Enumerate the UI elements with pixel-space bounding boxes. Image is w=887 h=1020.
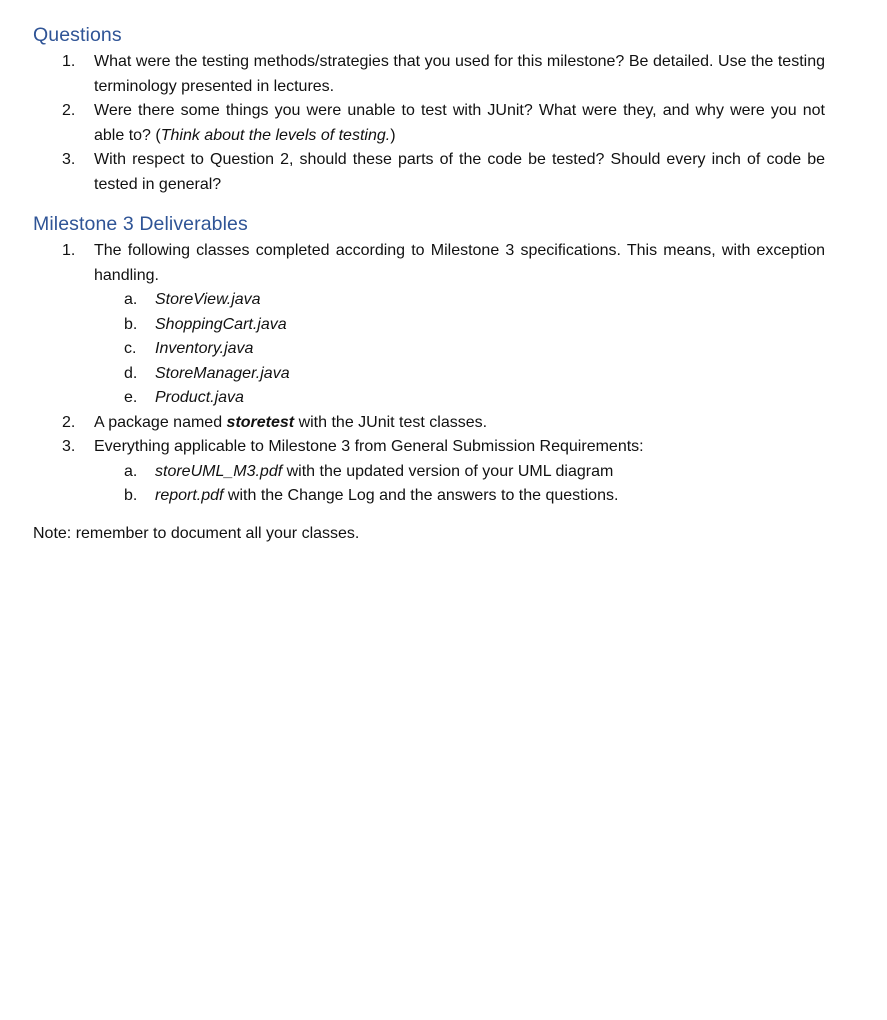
deliverable-text-part: A package named [94, 413, 227, 431]
question-number: 1. [62, 53, 76, 70]
deliverable-text: Everything applicable to Milestone 3 from General Submission Requirements: [94, 438, 644, 455]
subitem-rest: with the Change Log and the answers to the questions. [223, 487, 619, 504]
subitem-rest: with the updated version of your UML diagram [282, 462, 614, 480]
deliverable-text: The following classes completed according to Milestone 3 specifications. This means, with exception handling. [94, 242, 825, 284]
subitem-letter: a. [124, 291, 138, 308]
subitem-letter: e. [124, 389, 138, 406]
deliverable-subitem [0, 484, 887, 509]
file-name: storeUML_M3.pdf [155, 462, 283, 480]
question-number: 3. [62, 151, 76, 168]
deliverable-number: 2. [62, 413, 76, 431]
deliverable-number: 1. [62, 242, 76, 259]
subitem-letter: b. [124, 315, 138, 333]
deliverable-subitem [0, 362, 887, 387]
question-text-part: ) [390, 126, 396, 144]
deliverable-number: 3. [62, 438, 76, 455]
question-number: 2. [62, 102, 76, 119]
deliverable-subitem [0, 386, 887, 411]
subitem-text: StoreManager.java [155, 364, 290, 382]
questions-heading: Questions [33, 24, 122, 46]
question-text-italic: Think about the levels of testing. [160, 126, 391, 144]
deliverable-subitem [0, 337, 887, 362]
deliverable-text-part: with the JUnit test classes. [294, 413, 488, 431]
file-name: report.pdf [155, 487, 224, 504]
deliverables-heading: Milestone 3 Deliverables [33, 213, 248, 235]
subitem-letter: d. [124, 364, 138, 382]
note-text: Note: remember to document all your classes. [33, 525, 360, 542]
subitem-letter: c. [124, 340, 137, 357]
subitem-text: Inventory.java [155, 340, 254, 357]
subitem-text: ShoppingCart.java [155, 315, 287, 333]
subitem-letter: b. [124, 487, 138, 504]
deliverable-text [94, 411, 825, 436]
deliverable-subitem [0, 288, 887, 313]
subitem-letter: a. [124, 462, 138, 480]
subitem-text: Product.java [155, 389, 244, 406]
subitem-text [155, 484, 835, 509]
deliverable-subitem [0, 313, 887, 338]
question-text-part: Were there some things you were unable to test with JUnit? What were they, and why were you not able to? ( [94, 102, 825, 144]
question-text [94, 99, 825, 148]
question-text: What were the testing methods/strategies that you used for this milestone? Be detailed. Use the testing terminology presented in lectures. [94, 53, 825, 95]
package-name: storetest [226, 413, 295, 431]
subitem-text: StoreView.java [155, 291, 261, 308]
deliverable-subitem [0, 460, 887, 485]
subitem-text [155, 460, 835, 485]
question-text: With respect to Question 2, should these parts of the code be tested? Should every inch of code be tested in general? [94, 151, 825, 193]
